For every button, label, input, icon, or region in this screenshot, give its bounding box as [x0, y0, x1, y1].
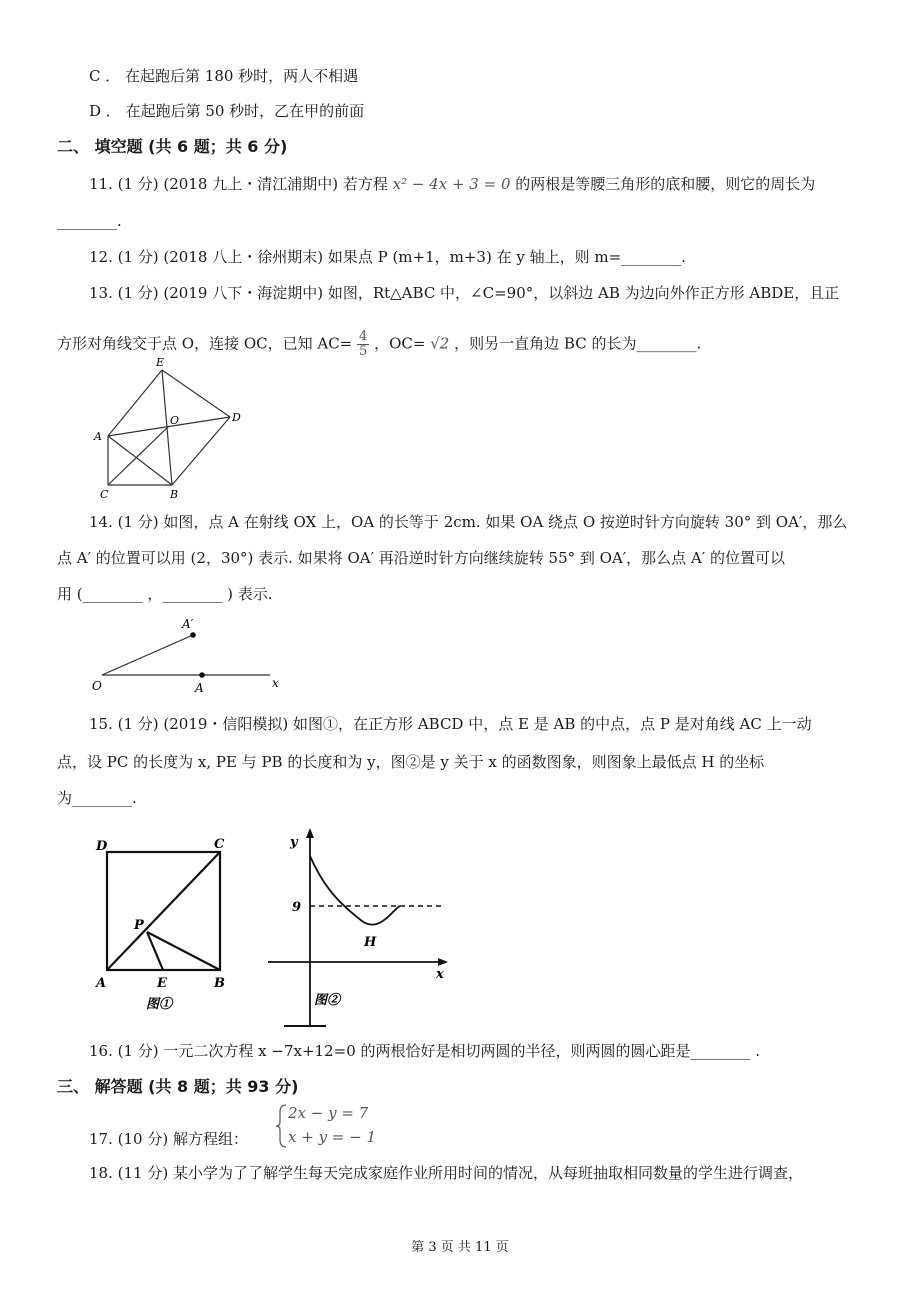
q15-caption-1: 图① — [146, 997, 173, 1012]
q15-label-p: P — [134, 918, 144, 933]
option-c: C ． 在起跑后第 180 秒时，两人不相遇 — [89, 67, 359, 85]
q15-label-b: B — [214, 976, 225, 991]
q17-equation-1: 2x − y = 7 — [288, 1104, 369, 1122]
question-15-line2: 点，设 PC 的长度为 x, PE 与 PB 的长度和为 y，图②是 y 关于 x 的函数图象，则图象上最低点 H 的坐标 — [57, 753, 765, 771]
q14-figure — [90, 614, 290, 696]
question-14-line3: 用 (________ ，________ ) 表示. — [57, 585, 273, 603]
q13-text-a: 方形对角线交于点 O，连接 OC，已知 AC= — [57, 334, 353, 353]
q13-fraction — [357, 330, 369, 359]
q13-figure — [90, 355, 250, 500]
q13-label-o: O — [170, 414, 180, 427]
q17-equation-2: x + y = − 1 — [288, 1128, 377, 1146]
q13-label-a: A — [94, 430, 102, 443]
q13-seg-ae — [108, 370, 162, 436]
q13-seg-db — [172, 417, 230, 485]
question-18: 18. (11 分) 某小学为了了解学生每天完成家庭作业所用时间的情况，从每班抽取相同数量的学生进行调查， — [89, 1164, 803, 1182]
q15-x-arrow — [438, 958, 448, 966]
q15-label-nine: 9 — [292, 900, 302, 915]
q13-label-c: C — [100, 488, 109, 501]
q11-equation: x² − 4x + 3 = 0 — [392, 175, 511, 193]
q13-seg-ab — [108, 436, 172, 485]
q15-figure-2 — [262, 826, 452, 1036]
q11-suffix: 的两根是等腰三角形的底和腰，则它的周长为 — [515, 175, 816, 193]
q14-label-a: A — [195, 681, 204, 695]
q13-label-d: D — [232, 411, 241, 424]
question-13-line1: 13. (1 分) (2019 八下・海淀期中) 如图，Rt△ABC 中，∠C=90°，以斜边 AB 为边向外作正方形 ABDE，且正 — [89, 284, 840, 302]
q14-point-a-prime — [190, 632, 196, 638]
q15-curve — [310, 856, 400, 925]
q14-label-a-prime: A′ — [182, 617, 194, 631]
question-11 — [89, 174, 815, 194]
q15-caption-2: 图② — [314, 993, 341, 1008]
q15-seg-pe — [147, 932, 163, 970]
page-footer: 第 3 页 共 11 页 — [411, 1240, 509, 1255]
q13-label-e: E — [156, 356, 165, 369]
question-14-line1: 14. (1 分) 如图，点 A 在射线 OX 上，OA 的长等于 2cm. 如果 OA 绕点 O 按逆时针方向旋转 30° 到 OA′，那么 — [89, 513, 848, 531]
question-17: 17. (10 分) 解方程组： — [89, 1130, 248, 1148]
q11-prefix: 11. (1 分) (2018 九上・清江浦期中) 若方程 — [89, 175, 388, 193]
option-d: D ． 在起跑后第 50 秒时，乙在甲的前面 — [89, 102, 365, 120]
question-15-line1: 15. (1 分) (2019・信阳模拟) 如图①，在正方形 ABCD 中，点 E 是 AB 的中点，点 P 是对角线 AC 上一动 — [89, 715, 812, 733]
q13-label-b: B — [170, 488, 179, 501]
q11-blank: ________. — [57, 212, 122, 230]
question-14-line2: 点 A′ 的位置可以用 (2，30°) 表示. 如果将 OA′ 再沿逆时针方向继续旋转 55° 到 OA′，那么点 A′ 的位置可以 — [57, 549, 785, 567]
q14-label-x: x — [272, 676, 279, 690]
q13-text-c: ，则另一直角边 BC 的长为________. — [454, 334, 702, 353]
question-12: 12. (1 分) (2018 八上・徐州期末) 如果点 P (m+1，m+3) 在 y 轴上，则 m=________. — [89, 248, 686, 266]
q15-label-h: H — [364, 935, 377, 950]
q15-figure-1 — [90, 832, 240, 1032]
q15-label-d: D — [96, 839, 108, 854]
q15-diagonal-ac — [107, 852, 220, 970]
q15-label-y: y — [290, 835, 298, 850]
section-title-fill-in: 二、 填空题 (共 6 题；共 6 分) — [57, 137, 288, 156]
question-15-line3: 为________. — [57, 789, 137, 807]
q13-frac-num: 4 — [359, 329, 368, 344]
q13-text-b: ，OC= — [374, 334, 426, 353]
q13-sqrt: √2 — [430, 334, 450, 353]
q15-y-arrow — [306, 828, 314, 838]
question-16: 16. (1 分) 一元二次方程 x −7x+12=0 的两根恰好是相切两圆的半径，则两圆的圆心距是________ . — [89, 1042, 761, 1060]
q14-label-o: O — [92, 679, 102, 693]
q14-point-a — [199, 672, 205, 678]
q15-label-a: A — [96, 976, 107, 991]
q14-ray-oa-prime — [102, 635, 193, 675]
q15-label-e: E — [157, 976, 167, 991]
q15-label-c: C — [214, 837, 225, 852]
section-title-answer: 三、 解答题 (共 8 题；共 93 分) — [57, 1077, 299, 1096]
q15-seg-pb — [147, 932, 220, 970]
q13-seg-ed — [162, 370, 230, 417]
q15-label-x: x — [436, 967, 444, 982]
q13-frac-den: 5 — [359, 344, 368, 359]
